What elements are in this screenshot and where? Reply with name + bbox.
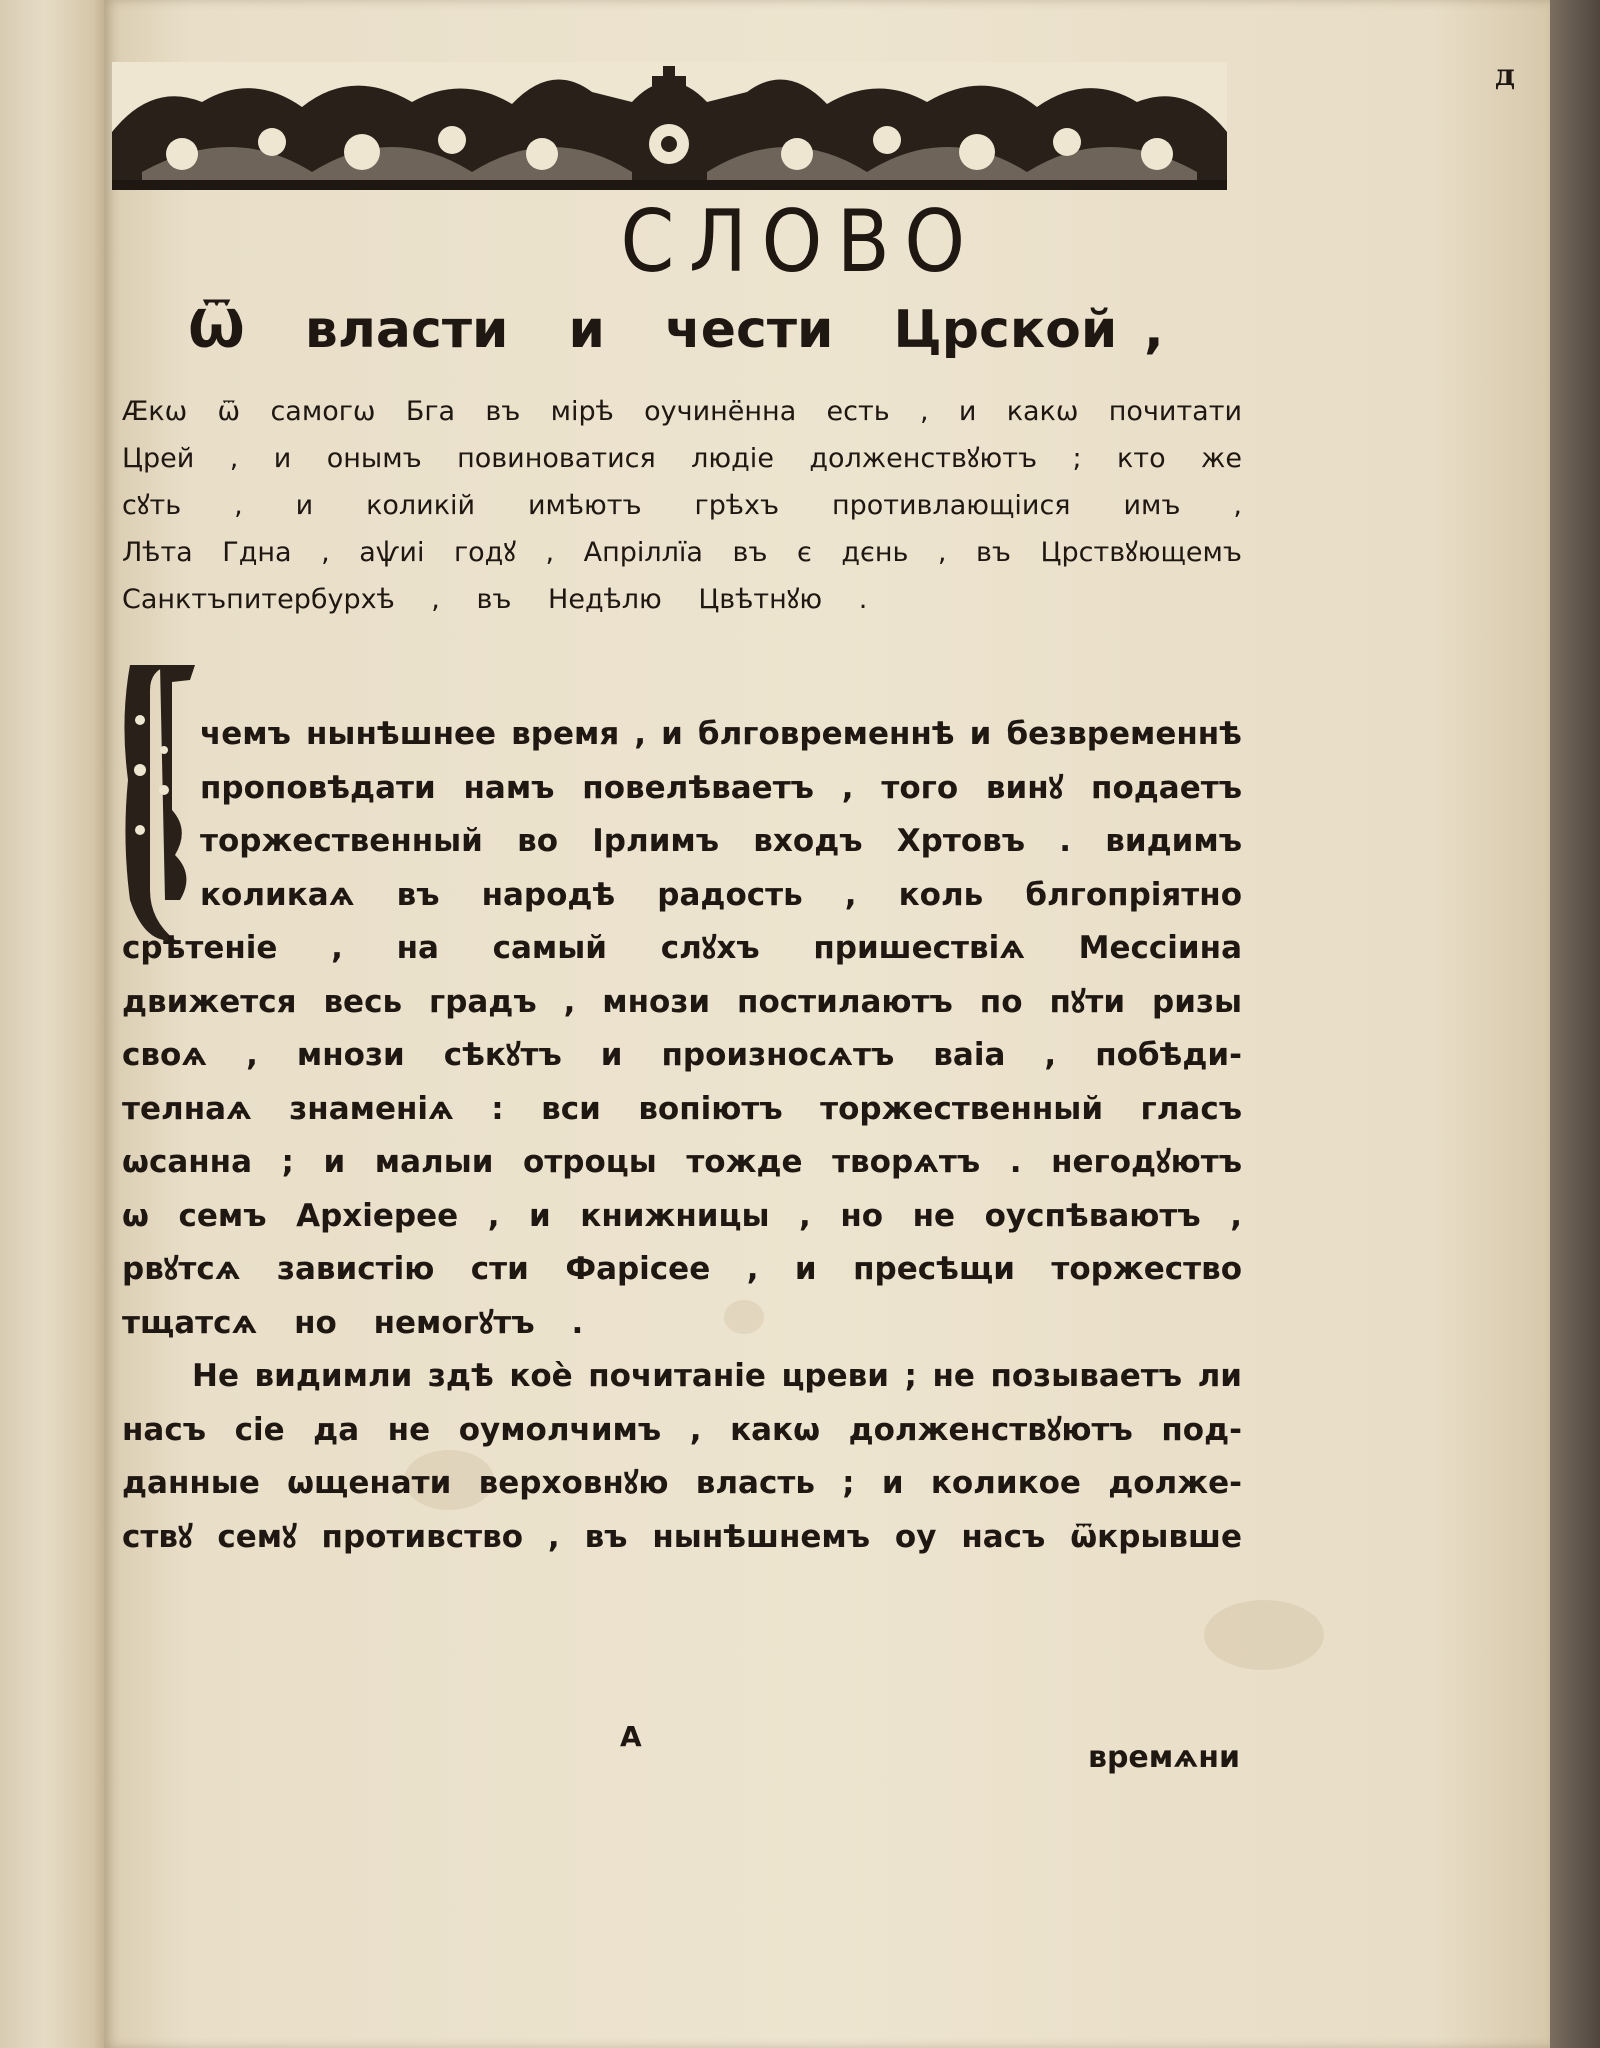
summary-line: Санктъпитербурхѣ , въ Недѣлю Цвѣтнꙋю .	[122, 584, 868, 615]
summary-line: Лѣта Гдна , аѱиі годꙋ , Апріллїа въ є дєнь , въ Црствꙋющемъ	[122, 537, 1242, 568]
text-line: Не видимли здѣ коѐ почитаніе цреви ; не позываетъ ли	[192, 1358, 1242, 1394]
text-line: торжественный во Ірлимъ входъ Хртовъ . видимъ	[200, 823, 1242, 859]
text-line: ствꙋ семꙋ противство , въ нынѣшнемъ оу насъ ѿкрывше	[122, 1518, 1242, 1555]
subtitle-comma: ,	[1144, 300, 1164, 360]
page-edge-shadow	[1550, 0, 1600, 2048]
text-line: движется весь градъ , мнози постилаютъ по пꙋти ризы	[122, 983, 1242, 1020]
subtitle-word: Црской	[893, 300, 1118, 360]
summary-line: Ӕкѡ ѿ самогѡ Бга въ мірѣ оучинённа есть , и какѡ почитати	[122, 396, 1242, 427]
folio-number: д	[1495, 58, 1515, 93]
summary-line: сꙋть , и коликій имѣютъ грѣхъ противлающіися имъ ,	[122, 490, 1242, 521]
subtitle-word: Ѿ власти	[188, 300, 509, 360]
text-line: ѡсанна ; и малыи отроцы тожде творѧтъ . негодꙋютъ	[122, 1144, 1242, 1180]
text-line: рвꙋтсѧ завистію сти Фарісее , и пресѣщи торжество	[122, 1251, 1242, 1287]
text-line: тщатсѧ но немогꙋтъ .	[122, 1304, 584, 1341]
text-line: своѧ , мнози сѣкꙋтъ и произносѧтъ ваіа , побѣди-	[122, 1037, 1242, 1073]
catchword: времѧни	[1087, 1740, 1240, 1775]
text-line: срѣтеніе , на самый слꙋхъ пришествіѧ Мессіина	[122, 930, 1242, 966]
subtitle-word: и чести	[568, 300, 834, 360]
text-line: телнаѧ знаменіѧ : вси вопіютъ торжественный гласъ	[122, 1090, 1242, 1127]
signature-mark: А	[620, 1720, 642, 1753]
page-subtitle	[188, 300, 1188, 360]
text-line: ѡ семъ Архіерее , и книжницы , но не оуспѣваютъ ,	[122, 1197, 1242, 1234]
sermon-text	[122, 708, 1242, 1564]
paper-stain	[1204, 1600, 1324, 1670]
binding-gutter	[0, 0, 110, 2048]
text-line: насъ сіе да не оумолчимъ , какѡ долженствꙋютъ под-	[122, 1411, 1242, 1448]
ornamental-headpiece	[112, 62, 1227, 190]
page-title: СЛОВО	[620, 192, 980, 292]
text-line: чемъ нынѣшнее время , и блговременнѣ и безвременнѣ	[200, 716, 1242, 752]
text-line: коликаѧ въ народѣ радость , коль блгопріятно	[200, 876, 1242, 913]
title-summary	[122, 388, 1242, 623]
text-line: данные ѡщенати верховнꙋю власть ; и коликое долже-	[122, 1465, 1242, 1501]
summary-line: Црей , и онымъ повиноватися людіе долженствꙋютъ ; кто же	[122, 443, 1242, 474]
text-line: проповѣдати намъ повелѣваетъ , того винꙋ подаетъ	[200, 769, 1242, 806]
